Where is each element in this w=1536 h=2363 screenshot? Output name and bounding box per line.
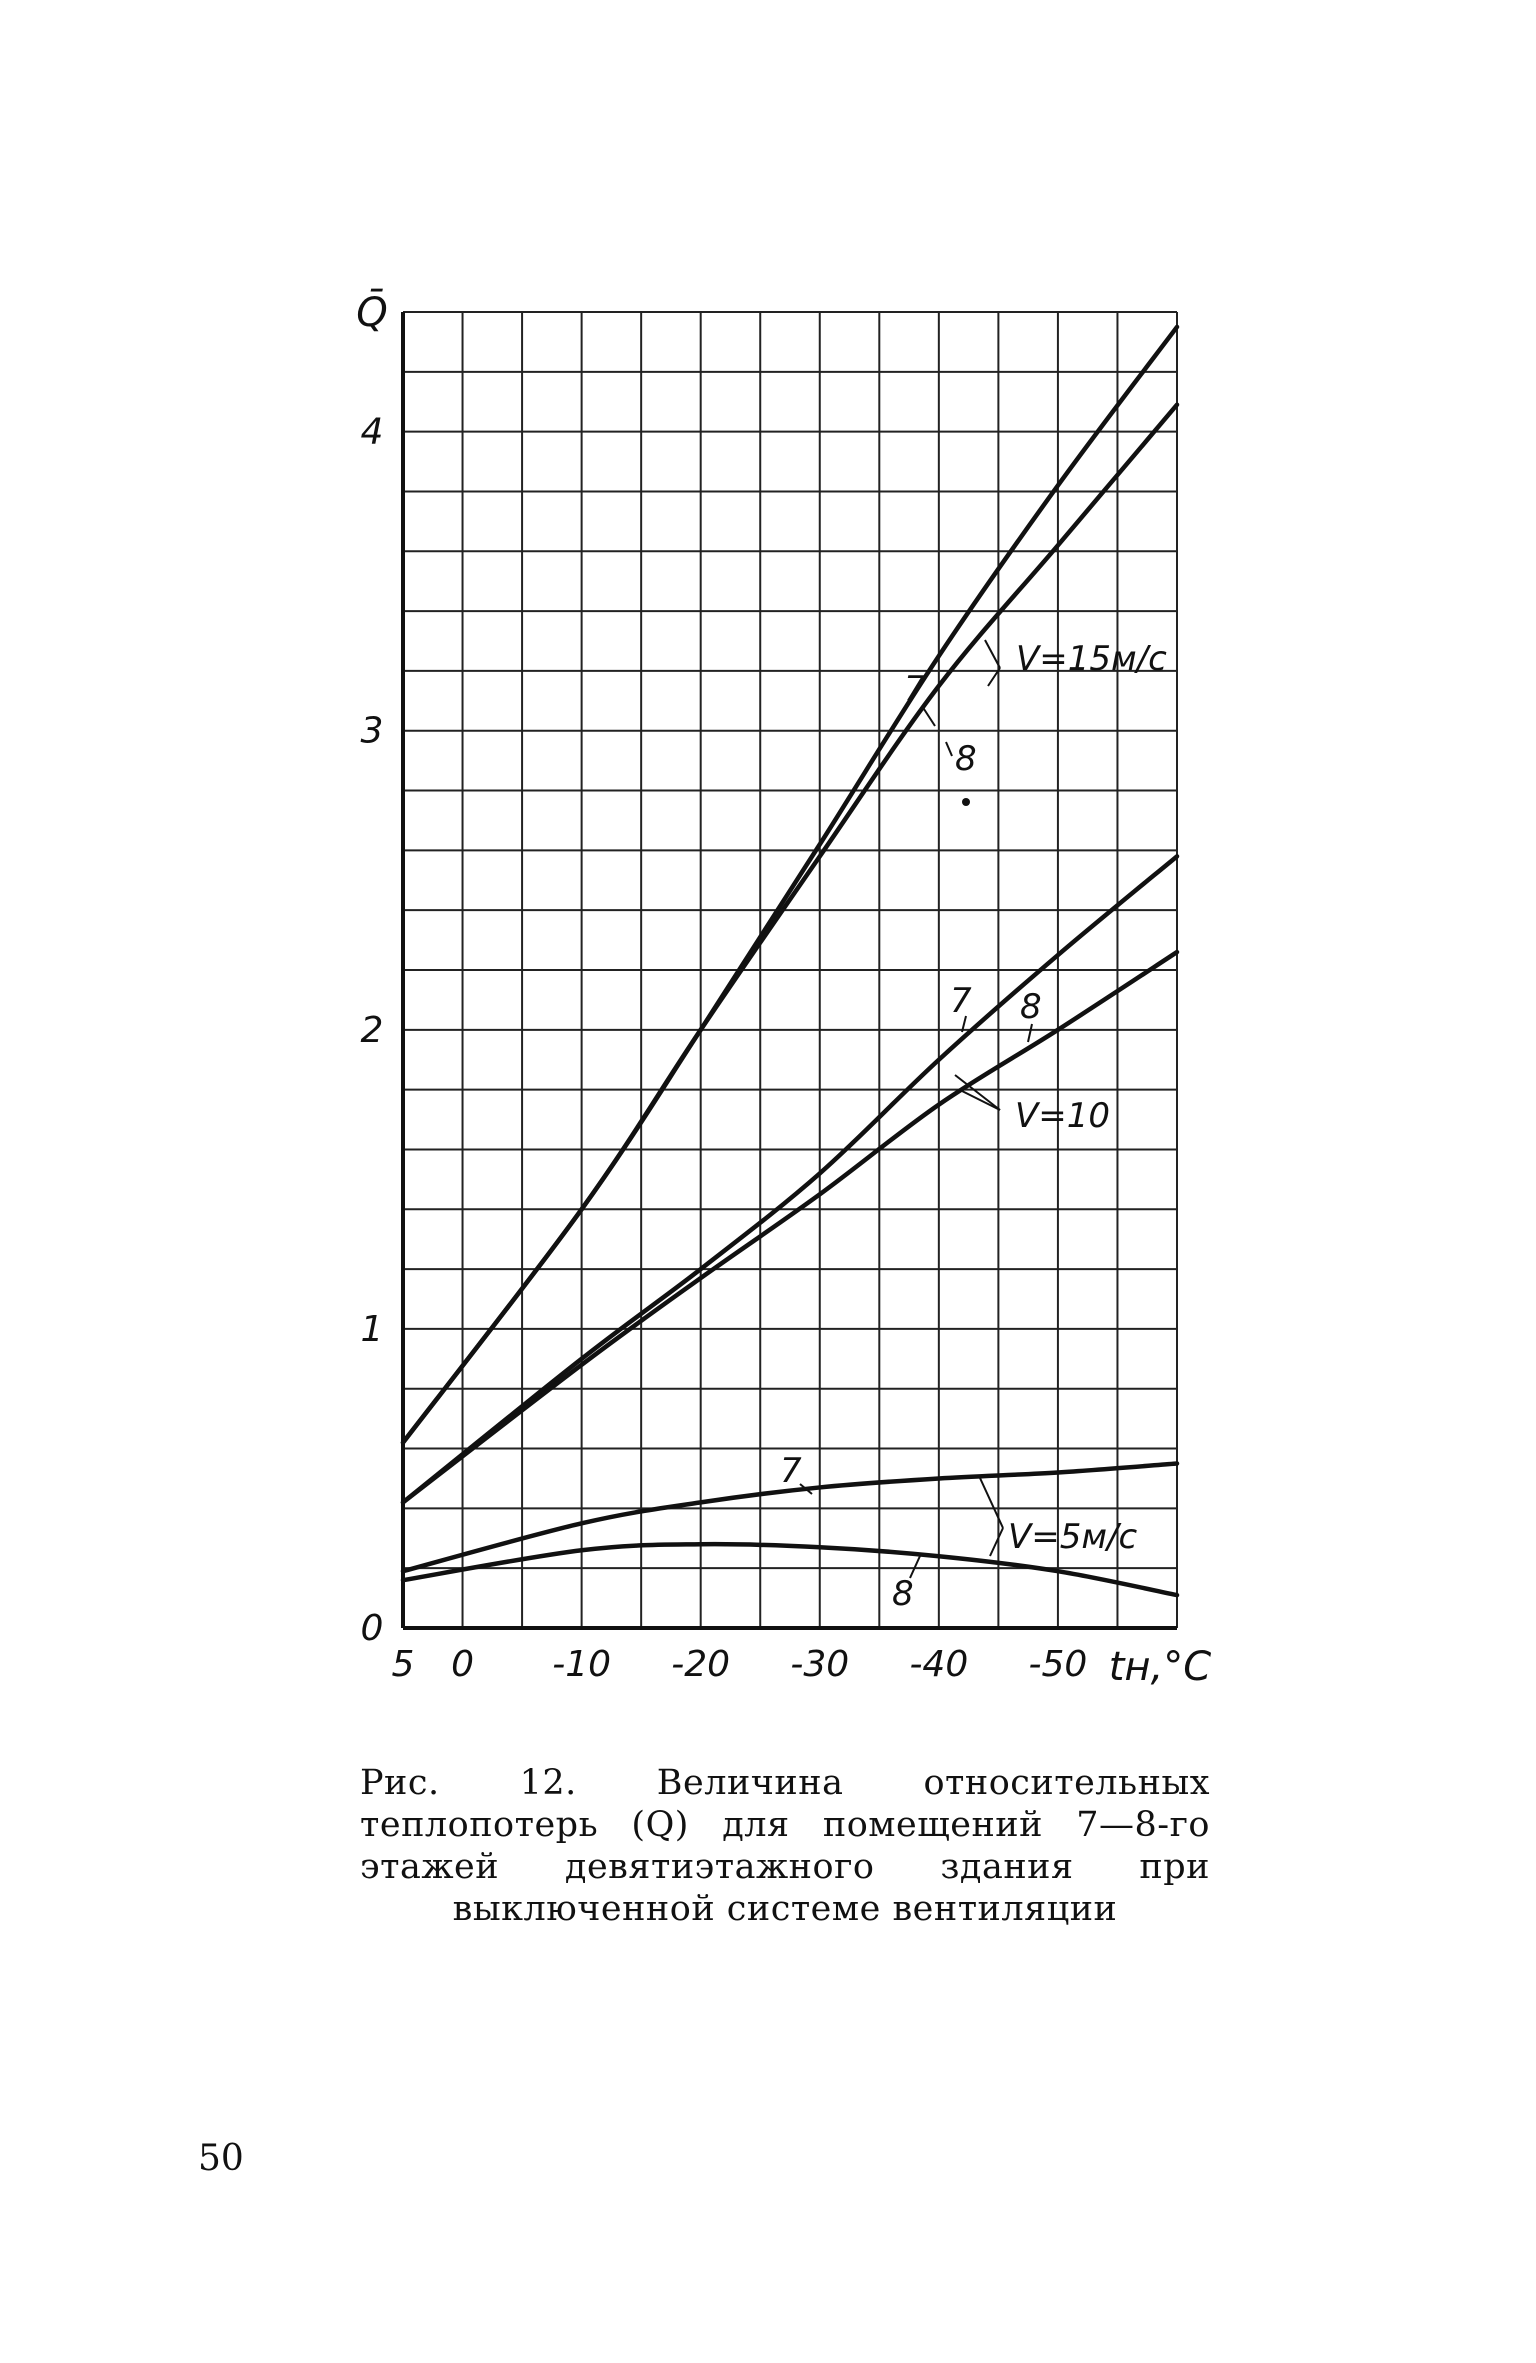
series-number-label: 8 — [955, 739, 977, 779]
series-line-1 — [403, 327, 1177, 1443]
chart-labels — [356, 288, 1211, 1690]
series-number-label: 7 — [904, 669, 926, 709]
series-number-label: 8 — [892, 1574, 914, 1614]
x-tick-label: -20 — [671, 1644, 731, 1685]
page-number: 50 — [198, 2138, 244, 2179]
x-tick-label: -30 — [790, 1644, 850, 1685]
y-tick-label: 2 — [360, 1009, 384, 1051]
x-axis-title: tн,°C — [1108, 1644, 1212, 1690]
chart-curves — [403, 327, 1177, 1595]
leader-line — [960, 1090, 1000, 1110]
ink-dot — [962, 798, 970, 806]
y-tick-label: 0 — [360, 1608, 384, 1649]
curve-group-label: V=15м/с — [1016, 639, 1167, 679]
figure-caption: Рис. 12. Величина относительных теплопотерь (Q) для помещений 7—8-го этажей девятиэтажного здания при выключенной системе вентиляции — [360, 1763, 1210, 1929]
label-leaders — [800, 640, 1032, 1578]
series-leader-line — [946, 742, 952, 756]
x-tick-label: -40 — [909, 1644, 969, 1685]
series-line-4 — [403, 952, 1177, 1502]
series-number-label: 7 — [780, 1451, 802, 1491]
y-tick-label: 4 — [360, 411, 384, 453]
curve-group-label: V=10 — [1015, 1096, 1111, 1136]
series-number-label: 7 — [950, 981, 972, 1021]
y-tick-label: 1 — [360, 1308, 384, 1350]
x-tick-label: 0 — [451, 1644, 474, 1685]
x-tick-label: 5 — [391, 1644, 415, 1685]
x-tick-label: -10 — [552, 1644, 612, 1685]
x-tick-label: -50 — [1028, 1644, 1088, 1685]
curve-group-label: V=5м/с — [1008, 1517, 1138, 1557]
series-line-3 — [403, 856, 1177, 1502]
series-number-label: 8 — [1020, 987, 1042, 1027]
y-axis-title: Q̄ — [356, 290, 388, 336]
y-tick-label: 3 — [360, 710, 384, 752]
leader-line — [990, 1528, 1003, 1556]
leader-line — [980, 1478, 1003, 1528]
series-line-2 — [403, 405, 1177, 1443]
chart-grid — [403, 312, 1177, 1628]
series-leader-line — [922, 706, 935, 726]
